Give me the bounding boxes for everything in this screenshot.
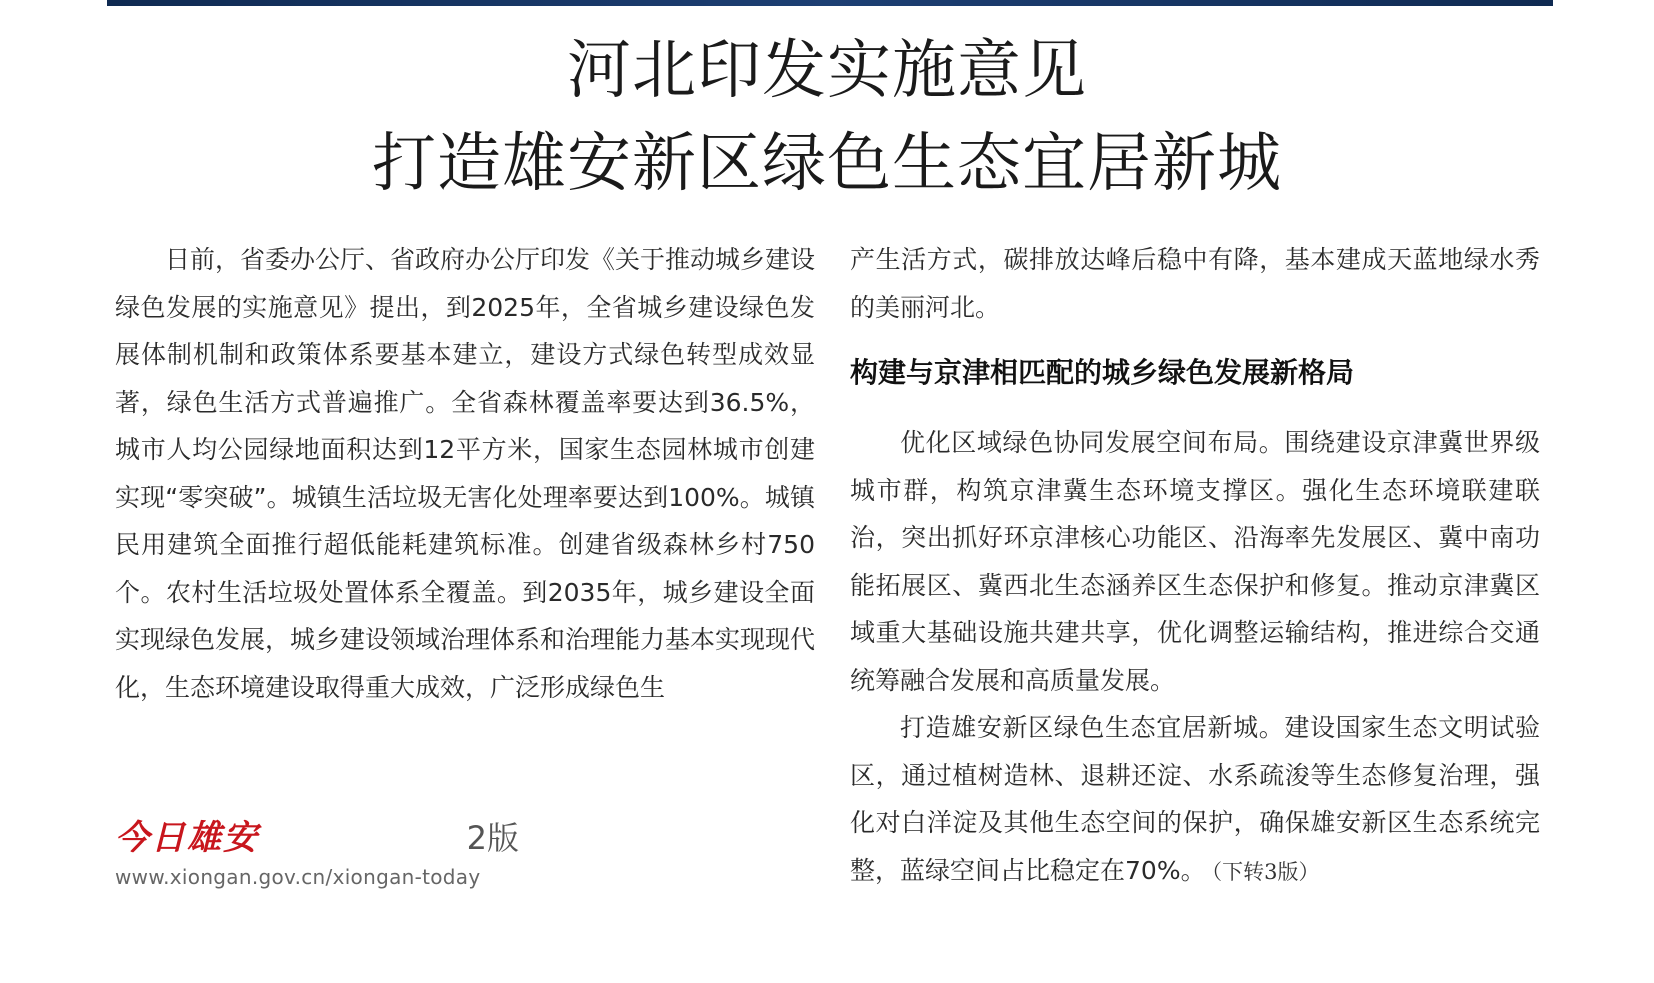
edition-label: 2版 <box>466 819 519 857</box>
brand-logo: 今日雄安 <box>115 818 259 858</box>
continued-note: （下转3版） <box>1211 859 1320 884</box>
headline-line-2: 打造雄安新区绿色生态宜居新城 <box>372 127 1282 201</box>
right-column <box>850 236 1540 896</box>
continuation-paragraph: 产生活方式，碳排放达峰后稳中有降，基本建成天蓝地绿水秀的美丽河北。 <box>850 245 1540 322</box>
left-paragraph: 日前，省委办公厅、省政府办公厅印发《关于推动城乡建设绿色发展的实施意见》提出，到2025年，全省城乡建设绿色发展体制机制和政策体系要基本建立，建设方式绿色转型成效显著，绿色生活方式普遍推广。全省森林覆盖率要达到36.5%，城市人均公园绿地面积达到12平方米，国家生态园林城市创建实现“零突破”。城镇生活垃圾无害化处理率要达到100%。城镇民用建筑全面推行超低能耗建筑标准。创建省级森林乡村750个。农村生活垃圾处置体系全覆盖。到2035年，城乡建设全面实现绿色发展，城乡建设领域治理体系和治理能力基本实现现代化，生态环境建设取得重大成效，广泛形成绿色生 <box>115 245 816 702</box>
brand-block <box>115 818 525 892</box>
right-paragraph-2-text: 打造雄安新区绿色生态宜居新城。建设国家生态文明试验区，通过植树造林、退耕还淀、水系疏浚等生态修复治理，强化对白洋淀及其他生态空间的保护，确保雄安新区生态系统完整，蓝绿空间占比稳定在70%。 <box>850 713 1540 885</box>
right-paragraph-2 <box>850 704 1540 896</box>
section-heading: 构建与京津相匹配的城乡绿色发展新格局 <box>850 356 1355 389</box>
brand-url[interactable]: www.xiongan.gov.cn/xiongan-today <box>115 865 481 889</box>
headline <box>0 28 1654 214</box>
headline-line-1: 河北印发实施意见 <box>567 34 1087 108</box>
right-paragraph-1: 优化区域绿色协同发展空间布局。围绕建设京津冀世界级城市群，构筑京津冀生态环境支撑区。强化生态环境联建联治，突出抓好环京津核心功能区、沿海率先发展区、冀中南功能拓展区、冀西北生态涵养区生态保护和修复。推动京津冀区域重大基础设施共建共享，优化调整运输结构，推进综合交通统筹融合发展和高质量发展。 <box>850 428 1540 695</box>
left-column <box>115 236 815 711</box>
top-rule <box>107 0 1553 6</box>
brand-row <box>115 818 525 858</box>
